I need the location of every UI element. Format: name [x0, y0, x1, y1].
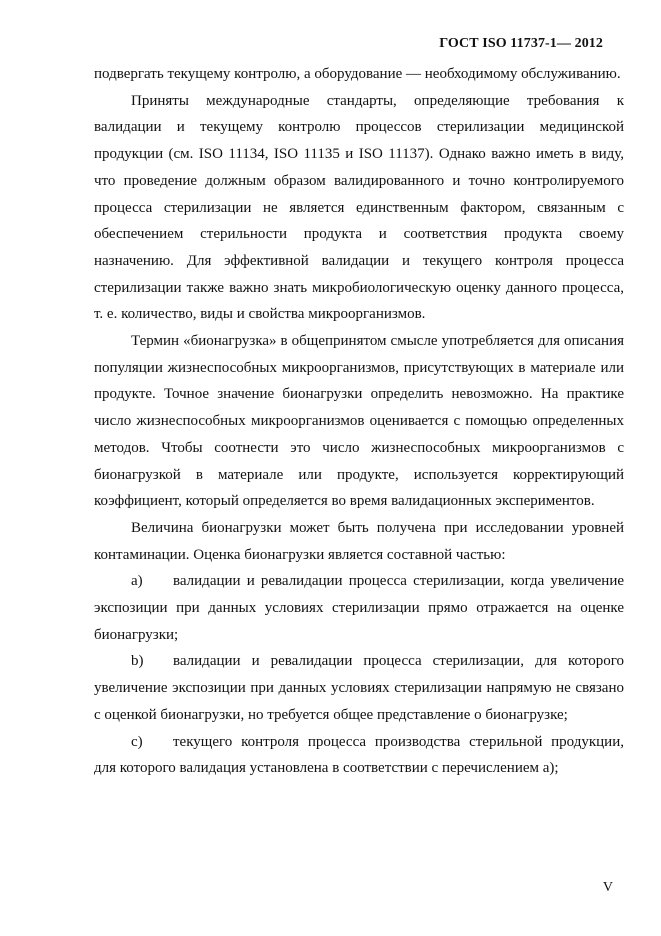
list-marker: b): [131, 653, 144, 670]
list-marker: с): [131, 733, 143, 750]
list-item-text: валидации и ревалидации процесса стерилизации, когда увеличение экспозиции при данных условиях стерилизации прямо отражается на оценке бионагрузки;: [94, 573, 624, 643]
paragraph: Приняты международные стандарты, определяющие требования к валидации и текущему контролю процессов стерилизации медицинской продукции (см. ISO 11134, ISO 11135 и ISO 11137). Однако важно иметь в виду, что проведение должным образом валидированного и точно контролируемого процесса стерилизации не является единственным фактором, связанным с обеспечением стерильности продукта и соответствия продукта своему назначению. Для эффективной валидации и текущего контроля процесса стерилизации также важно знать микробиологическую оценку данного процесса, т. е. количество, виды и свойства микроорганизмов.: [94, 92, 624, 323]
list-item-b: [94, 648, 624, 728]
paragraph: Термин «бионагрузка» в общепринятом смысле употребляется для описания популяции жизнеспособных микроорганизмов, присутствующих в материале или продукте. Точное значение бионагрузки определить невозможно. На практике число жизнеспособных микроорганизмов оценивается с помощью определенных методов. Чтобы соотнести это число жизнеспособных микроорганизмов с бионагрузкой в материале или продукте, используется корректирующий коэффициент, который определяется во время валидационных экспериментов.: [94, 333, 624, 510]
page-number: V: [602, 880, 613, 895]
document-header: ГОСТ ISO 11737-1— 2012: [439, 36, 603, 51]
paragraph: Величина бионагрузки может быть получена при исследовании уровней контаминации. Оценка бионагрузки является составной частью:: [94, 519, 624, 563]
list-item-c: [94, 729, 624, 782]
paragraph-continuation: подвергать текущему контролю, а оборудование — необходимому обслуживанию.: [94, 66, 621, 82]
list-marker: а): [131, 573, 143, 590]
list-item-text: текущего контроля процесса производства стерильной продукции, для которого валидация установлена в соответствии с перечислением а);: [94, 733, 624, 777]
list-item-a: [94, 568, 624, 648]
list-item-text: валидации и ревалидации процесса стерилизации, для которого увеличение экспозиции при данных условиях стерилизации напрямую не связано с оценкой бионагрузки, но требуется общее представление о бионагрузке;: [94, 653, 624, 723]
document-body: [94, 61, 624, 782]
